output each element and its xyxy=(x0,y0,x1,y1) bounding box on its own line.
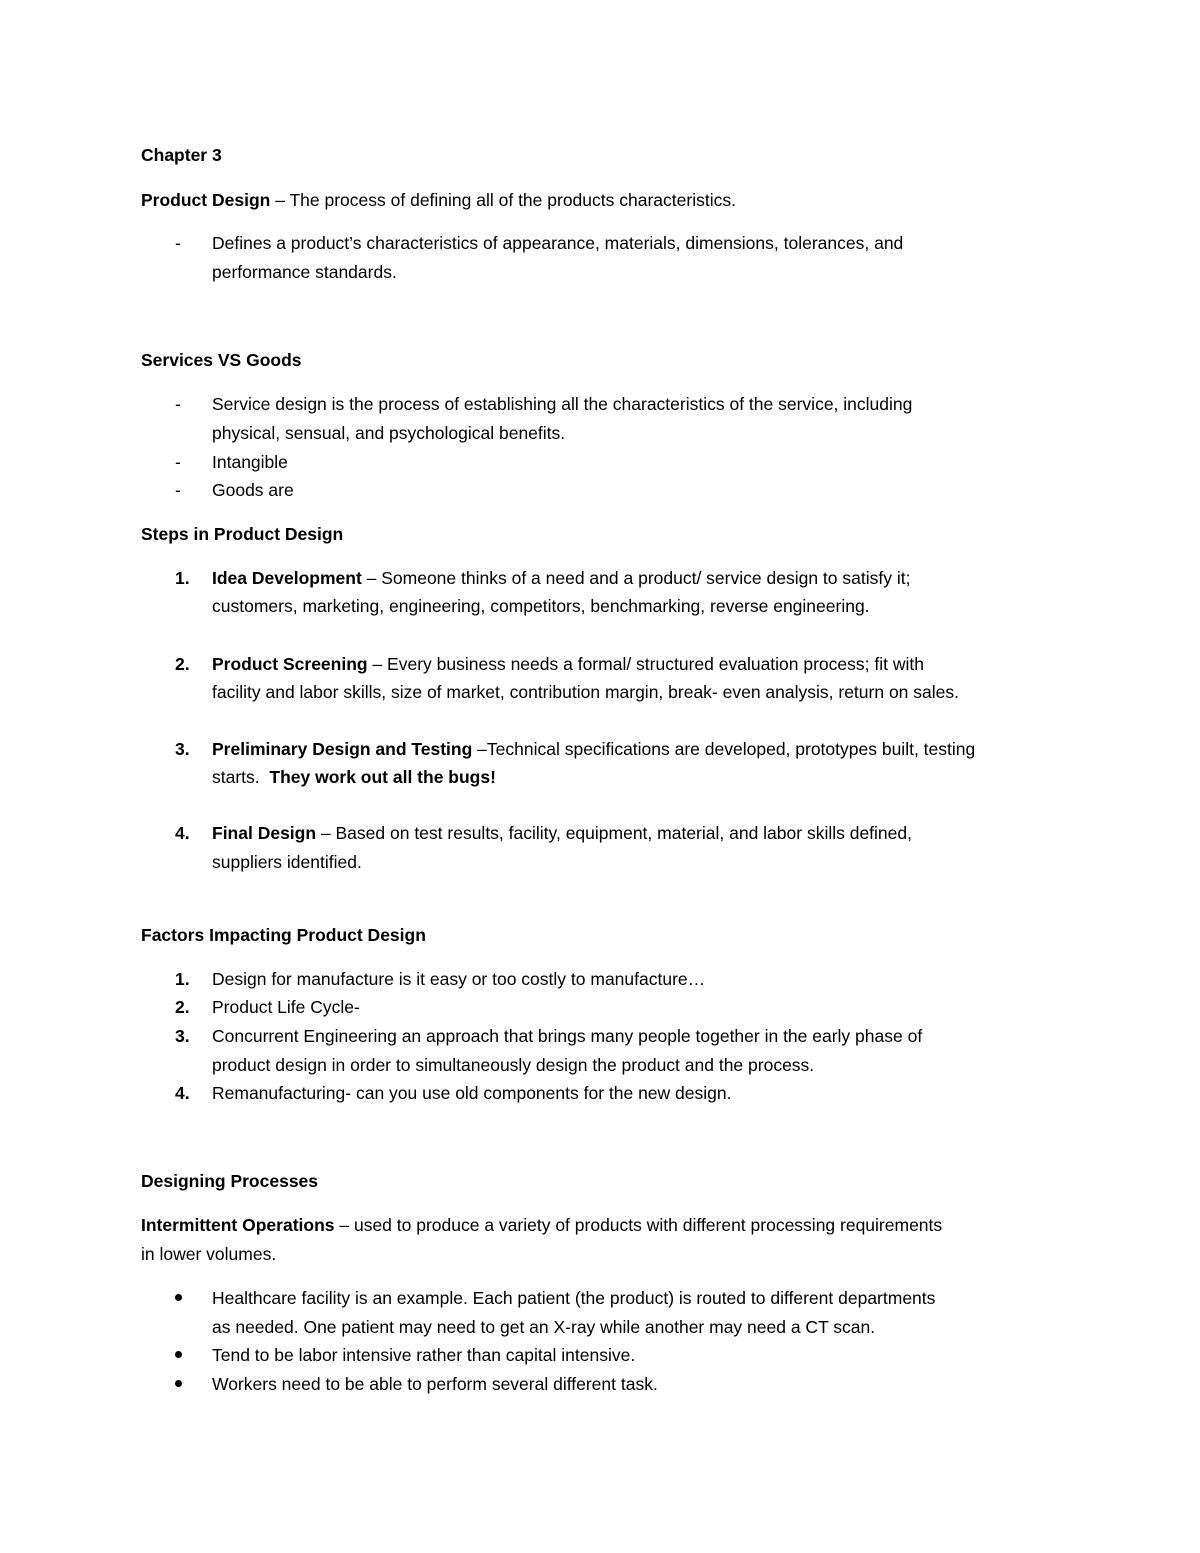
list-marker: - xyxy=(175,233,181,253)
bullet-icon xyxy=(175,1373,182,1395)
list-number: 2. xyxy=(175,997,190,1017)
step-text: – Based on test results, facility, equipment, material, and labor skills defined, xyxy=(316,823,912,843)
step-text: starts. xyxy=(212,767,270,787)
step-text: – Someone thinks of a need and a product/ service design to satisfy it; xyxy=(361,568,911,588)
section-heading-steps: Steps in Product Design xyxy=(141,524,344,544)
list-item: Service design is the process of establishing all the characteristics of the service, including xyxy=(212,394,913,414)
bullet-item-continuation: as needed. One patient may need to get an X-ray while another may need a CT scan. xyxy=(212,1317,876,1337)
bullet-icon xyxy=(175,1287,182,1309)
list-number: 3. xyxy=(175,1026,190,1046)
step-term: Final Design xyxy=(212,823,317,843)
factor-item: Design for manufacture is it easy or too costly to manufacture… xyxy=(212,969,706,989)
step-term: Preliminary Design and Testing xyxy=(212,739,473,759)
step-term: Product Screening xyxy=(212,654,368,674)
list-number: 4. xyxy=(175,823,190,843)
intermittent-operations-term: Intermittent Operations xyxy=(141,1215,335,1235)
section-heading-services-vs-goods: Services VS Goods xyxy=(141,350,302,370)
intermittent-operations-definition xyxy=(141,1214,942,1236)
list-item-continuation: physical, sensual, and psychological benefits. xyxy=(212,423,566,443)
bullet-item: Workers need to be able to perform several different task. xyxy=(212,1374,658,1394)
step-item xyxy=(212,653,924,675)
list-marker: - xyxy=(175,480,181,500)
intermittent-operations-text: – used to produce a variety of products with different processing requirements xyxy=(334,1215,943,1235)
list-number: 4. xyxy=(175,1083,190,1103)
bullet-item: Tend to be labor intensive rather than capital intensive. xyxy=(212,1345,636,1365)
list-item-continuation: performance standards. xyxy=(212,262,397,282)
step-term: Idea Development xyxy=(212,568,362,588)
step-item xyxy=(212,567,910,589)
chapter-heading: Chapter 3 xyxy=(141,145,222,165)
list-marker: - xyxy=(175,452,181,472)
bullet-icon xyxy=(175,1344,182,1366)
section-heading-factors: Factors Impacting Product Design xyxy=(141,925,426,945)
step-item xyxy=(212,822,912,844)
bullet-item: Healthcare facility is an example. Each patient (the product) is routed to different departments xyxy=(212,1288,936,1308)
step-item-continuation: facility and labor skills, size of market, contribution margin, break- even analysis, return on sales. xyxy=(212,682,959,702)
list-number: 1. xyxy=(175,969,190,989)
step-text: – Every business needs a formal/ structured evaluation process; fit with xyxy=(367,654,924,674)
list-marker: - xyxy=(175,394,181,414)
factor-item: Remanufacturing- can you use old components for the new design. xyxy=(212,1083,732,1103)
product-design-definition xyxy=(141,189,736,211)
list-item: Goods are xyxy=(212,480,294,500)
list-number: 1. xyxy=(175,568,190,588)
step-emphasis: They work out all the bugs! xyxy=(269,767,496,787)
factor-item-continuation: product design in order to simultaneously design the product and the process. xyxy=(212,1055,815,1075)
step-item-continuation: suppliers identified. xyxy=(212,852,362,872)
section-heading-designing-processes: Designing Processes xyxy=(141,1171,319,1191)
step-text: –Technical specifications are developed, prototypes built, testing xyxy=(472,739,976,759)
product-design-text: – The process of defining all of the products characteristics. xyxy=(270,190,736,210)
product-design-term: Product Design xyxy=(141,190,271,210)
list-item: Defines a product’s characteristics of appearance, materials, dimensions, tolerances, and xyxy=(212,233,904,253)
list-number: 2. xyxy=(175,654,190,674)
intermittent-operations-continuation: in lower volumes. xyxy=(141,1244,277,1264)
step-item xyxy=(212,738,975,760)
step-item-continuation xyxy=(212,766,496,788)
list-number: 3. xyxy=(175,739,190,759)
list-item: Intangible xyxy=(212,452,288,472)
factor-item: Concurrent Engineering an approach that brings many people together in the early phase of xyxy=(212,1026,923,1046)
step-item-continuation: customers, marketing, engineering, competitors, benchmarking, reverse engineering. xyxy=(212,596,870,616)
factor-item: Product Life Cycle- xyxy=(212,997,360,1017)
